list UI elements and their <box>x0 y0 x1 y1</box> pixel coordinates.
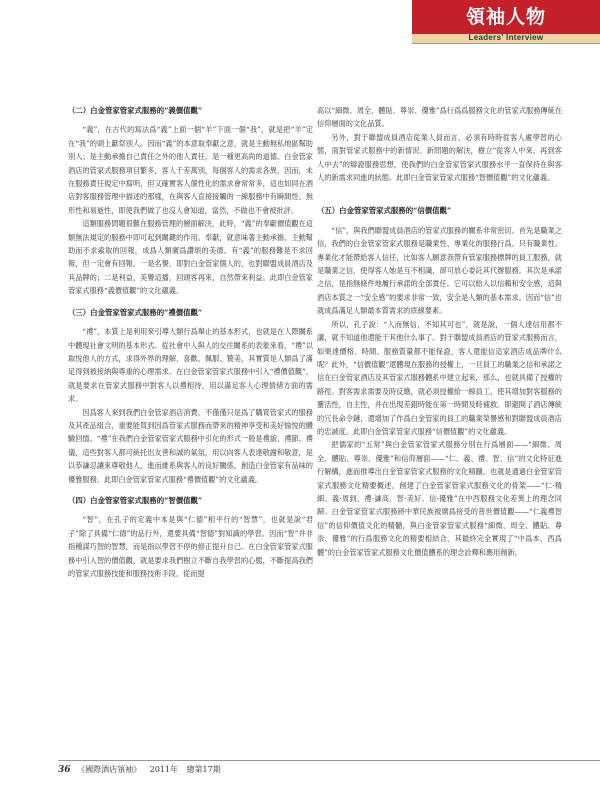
magazine-name: 《國際酒店領袖》 <box>77 765 142 774</box>
issue-number: 總第17期 <box>186 765 221 774</box>
body-paragraph: “信”，與我們聯盟成員酒店的管家式服務的關系非常密切。首先是職業之信，我們的白金管家管家式服務是職業性、專業化的服務行爲。只有職業性、專業化才能帶給客人信任，比如客人願意我帶有管家服務標牌的員工服務，就是職業之信，使得客人她是互不相識，卻可放心委託其代辦服務。其次是承諾之信，是指無條件地履行承諾的全部責任。它可以給人以信賴和安全感，這與酒店本質之一“安全感”的要求非常一致，安全是人類的基本需求。因而“信”也就成爲滿足人類最本質需求的底線要素。 <box>317 225 562 316</box>
body-paragraph: “智”，在孔子的定義中本是與“仁德”相平行的“智慧”，也就是說“君子”除了具備“仁德”的品行外，還要具備“智德”對知識的學習。因而“智”并非指種謀巧智的智慧，而是指以學習不停的修正提升自己。在白金管家管家式服務中引入智的價值觀，就是要求我們樹立不斷自我學習的心態，不斷提高我們的管家式服務技能和服務技術手段，從而提 <box>68 515 313 578</box>
body-paragraph: “禮”，本質上是利用來引導人類行爲舉止的基本形式，也就是在人際關系中體現社會文明的基本形式。從社會中人與人的交往關系的表象來看，“禮”以取悅他人的方式，求得外界的理解、喜歡、佩服、贊美，其實質是人類爲了滿足得到被接納與尊重的心理需求。在白金管家管家式服務中引入“禮價值觀”，就是要求在管家式服務中對客人以禮相待，用以滿足客人心理情緒方面的需求。 <box>68 327 313 404</box>
section-title: 領袖人物 <box>465 6 546 28</box>
page-footer <box>58 764 227 775</box>
header-divider <box>412 43 600 44</box>
section-spacer <box>317 184 562 196</box>
section-heading: （三）白金管家管家式服務的“禮價值觀” <box>68 307 203 317</box>
section-heading: （四）白金管家管家式服務的“智價值觀” <box>68 495 203 505</box>
page-header <box>0 0 600 40</box>
body-paragraph: 因爲客人來到我們白金管家酒店消費，不僅僅只是爲了購買管家式的服務及其產品組合，重要能買到因爲管家式服務而帶來的精神享受和美好愉悅的體驗回憶。“禮”在我們白金管家管家式服務中引化的形式一般是禮貌、禮節、禮儀，這些對客人都可統托出友善和誠的氣氛，用以向客人表達敬謝和敬意，是以恭謙忍讓來尊敬他人，進而維系與客人的良好關係，創造白金管家有品味的優雅服務。此即白金管家管家式服務“禮價值觀”的文化蘊義。 <box>68 407 313 484</box>
page-number: 36 <box>58 765 71 775</box>
section-heading: （二）白金管家管家式服務的“義價值觀” <box>68 106 203 115</box>
left-column <box>68 104 313 580</box>
body-paragraph: 另外，對于聯盟成員酒店從業人員而言，必須有時時從客人處學習的心態，面對管家式服務中的新情況、新問題的解決，樹立“從客人中來，再到客人中去”的辯證服務思想，使我們的白金管家管家式服務水平一直保持在與客人的新需求同進的狀態。此即白金管家管家式服務“智價值觀”的文化蘊義。 <box>317 132 562 183</box>
body-paragraph: “義”，在古代的寫法爲“義”上面一個“羊”下面一個“我”，就是把“羊”定在“我”的頭上獻祭別人。因而“義”的本意取奉獻之意，就是主動無私地區幫助別人；是主動承擔自己責任之外的他人責任，是一種更高尚的道德。白金管家酒店的管家式服務項目繁多，客人千差萬別，每個客人的需求各異，因而，未在服務責任規定中寫明，但又確實客人個性化的需求會常常多，這也如同在酒店對客服務管理中描述的那樣，在與客人直接接觸的一線服務中有瞬間性、無形性和易逝性，即使我們做了也沒人會知道，當然，不做也不會被批評。 <box>68 125 313 215</box>
section-heading: （五）白金管家管家式服務的“信價值觀” <box>317 206 452 216</box>
body-paragraph: 這類服務問題很難在服務管理的層面解決，此時，“義”的奉獻價值觀在這類無法規定的服務中即可起到關鍵的作用。奉獻，就意味著主動承擔、主動幫助而不求索取的回報，成爲人類廣爲讚頌的美德。有“義”的服務難是不求回報，但一定會有回報。一是名譽，即對白金管家個人的，也對聯盟成員酒店及其品牌的；二是利益，美譽這播，回頭客再來，自然帶來利益。此即白金管家管家式服務“義價值觀”的文化蘊義。 <box>68 219 313 296</box>
section-subtitle: Leaders' Interview <box>468 33 544 42</box>
footer-divider <box>58 760 600 761</box>
body-paragraph: 把儒家的“五常”與白金管家管家式服務分別在行爲層面——“細微、周全、體貼、尊崇、優雅”和信仰層面——“仁、義、禮、智、信”的文化特征進行解構，進而推導出白金管家管家式服務的文化精髓，也就是通過白金管家管家式服務文化精要概述，創建了白金管家管家式服務文化的骨架——“仁·精細、義·周到、禮·謙高、智·美好、信·優雅”在中西服務文化差異上的理念同歸。白金管家管家式服務將中華民族被廣爲接受的普世價值觀——“仁義禮智信”的信仰價值文化的精髓，與白金管家管家式服務“細微、周全、體貼、尊崇、優雅”的行爲服務文化的精要相結合，其最終完全實現了“中爲本、西爲體”的白金管家管家式服務文化價值體系的理念詮釋和應用創新。 <box>317 440 562 557</box>
body-paragraph: 所以，孔子說：“人而無信，不知其可也”，就是說，一個人達信用都不講，就不知道他還能干其他什么事了。對于聯盟成員酒店的管家式服務而言，如果達價格、時間、服務質量都不能保證，客人還能信這家酒店成品牌什么呢？此外，“信價值觀”還體現在服務的授權上，一旦員工的職業之信和承諾之信在白金管家酒店及其管家式服務體系中建立起來，那么，也就具備了授權的路徑。對客需求需要及時反應，就必須授權給一線員工，使其增加對客服務的靈活性，自主性，并在出現差錯時能在第一時間及時補救。即避開了酒店傳統的冗長命令鏈，還增加了作爲白金管家的員工的職業榮譽感和對聯盟成員酒店的忠誠度。此即白金管家管家式服務“信價值觀”的文化蘊義。 <box>317 319 562 436</box>
body-paragraph: 高以“細微、周全、體貼、尊崇、優雅”爲行爲爲服務文化的管家式服務傳統在信仰層面的文化品質。 <box>317 106 562 129</box>
right-column <box>317 104 562 559</box>
issue-year: 2011年 <box>149 765 178 774</box>
